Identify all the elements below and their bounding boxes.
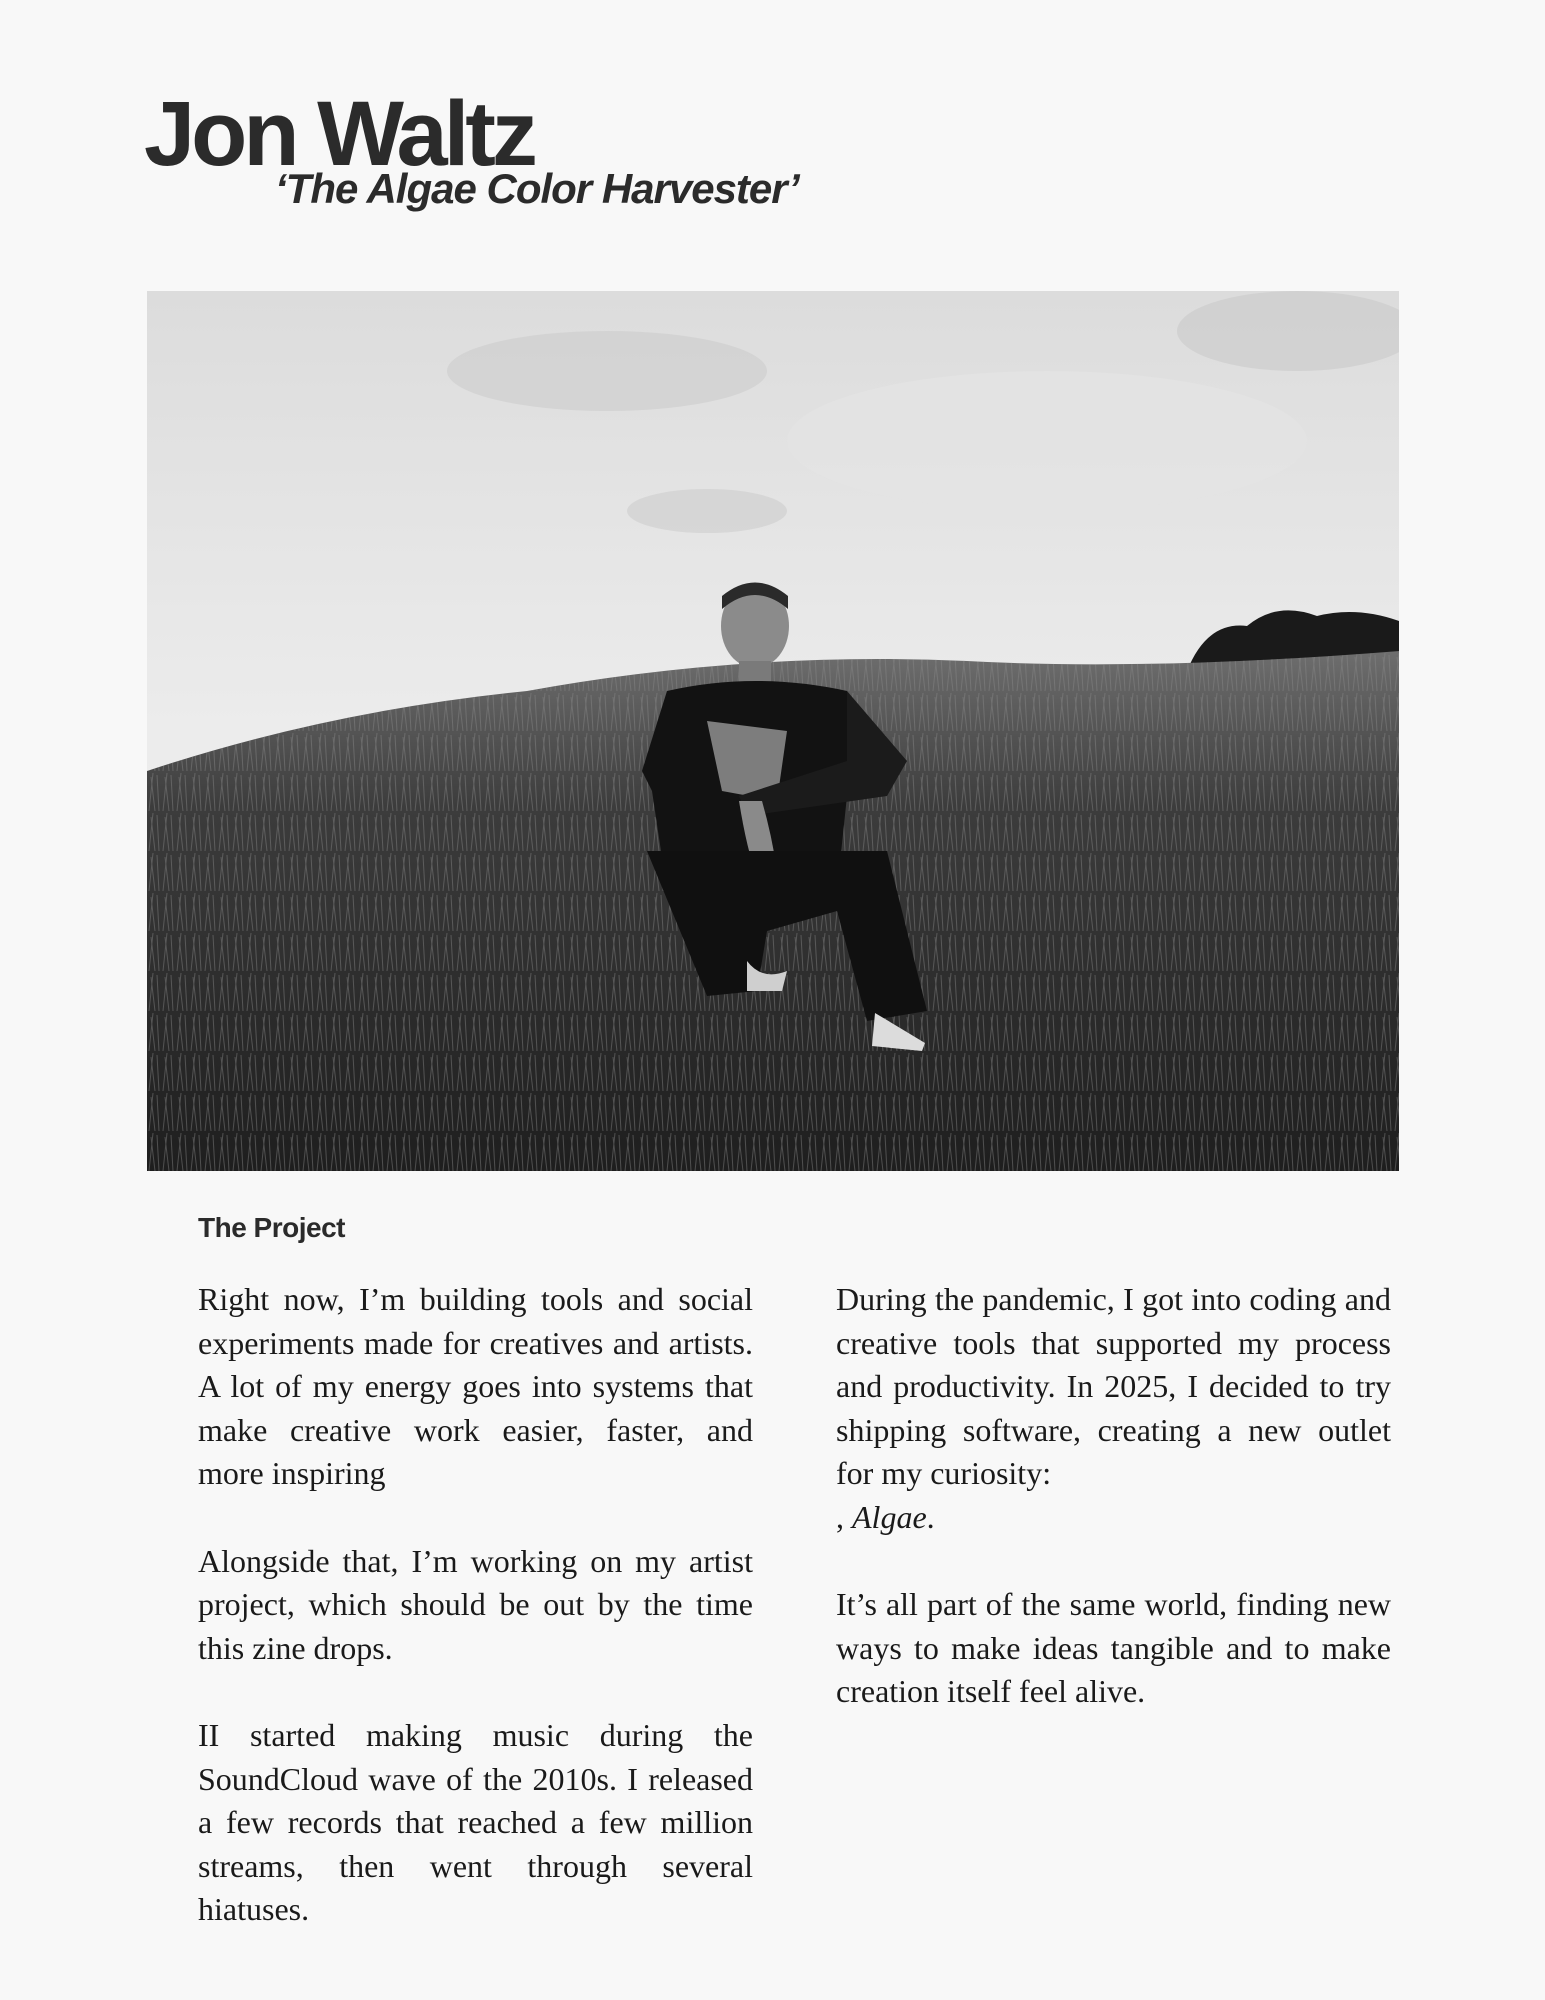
paragraph: Alongside that, I’m working on my artist project, which should be out by the time this zine drops. xyxy=(198,1542,753,1666)
algae-title: Algae xyxy=(852,1498,927,1535)
paragraph: It’s all part of the same world, finding new ways to make ideas tangible and to make creation itself feel alive. xyxy=(836,1586,1391,1710)
section-title: The Project xyxy=(198,1212,345,1243)
paragraph: II started making music during the SoundCloud wave of the 2010s. I released a few records that reached a few million streams, then went through several hiatuses. xyxy=(198,1716,753,1928)
right-column xyxy=(836,1278,1391,1758)
left-column xyxy=(198,1278,753,1976)
paragraph-text: During the pandemic, I got into coding and creative tools that supported my process and productivity. In 2025, I decided to try shipping software, creating a new outlet for my curiosity: xyxy=(836,1281,1391,1492)
paragraph-tail-suffix: . xyxy=(926,1498,935,1535)
paragraph xyxy=(836,1278,1391,1540)
portrait-photo xyxy=(147,291,1399,1171)
portrait-photo-icon xyxy=(147,291,1399,1171)
paragraph-tail-prefix: , xyxy=(836,1498,852,1535)
author-subtitle: ‘The Algae Color Harvester’ xyxy=(275,165,799,212)
paragraph: Right now, I’m building tools and social experiments made for creatives and artists. A lot of my energy goes into systems that make creative work easier, faster, and more inspiring xyxy=(198,1281,753,1492)
author-name: Jon Waltz xyxy=(144,83,534,185)
